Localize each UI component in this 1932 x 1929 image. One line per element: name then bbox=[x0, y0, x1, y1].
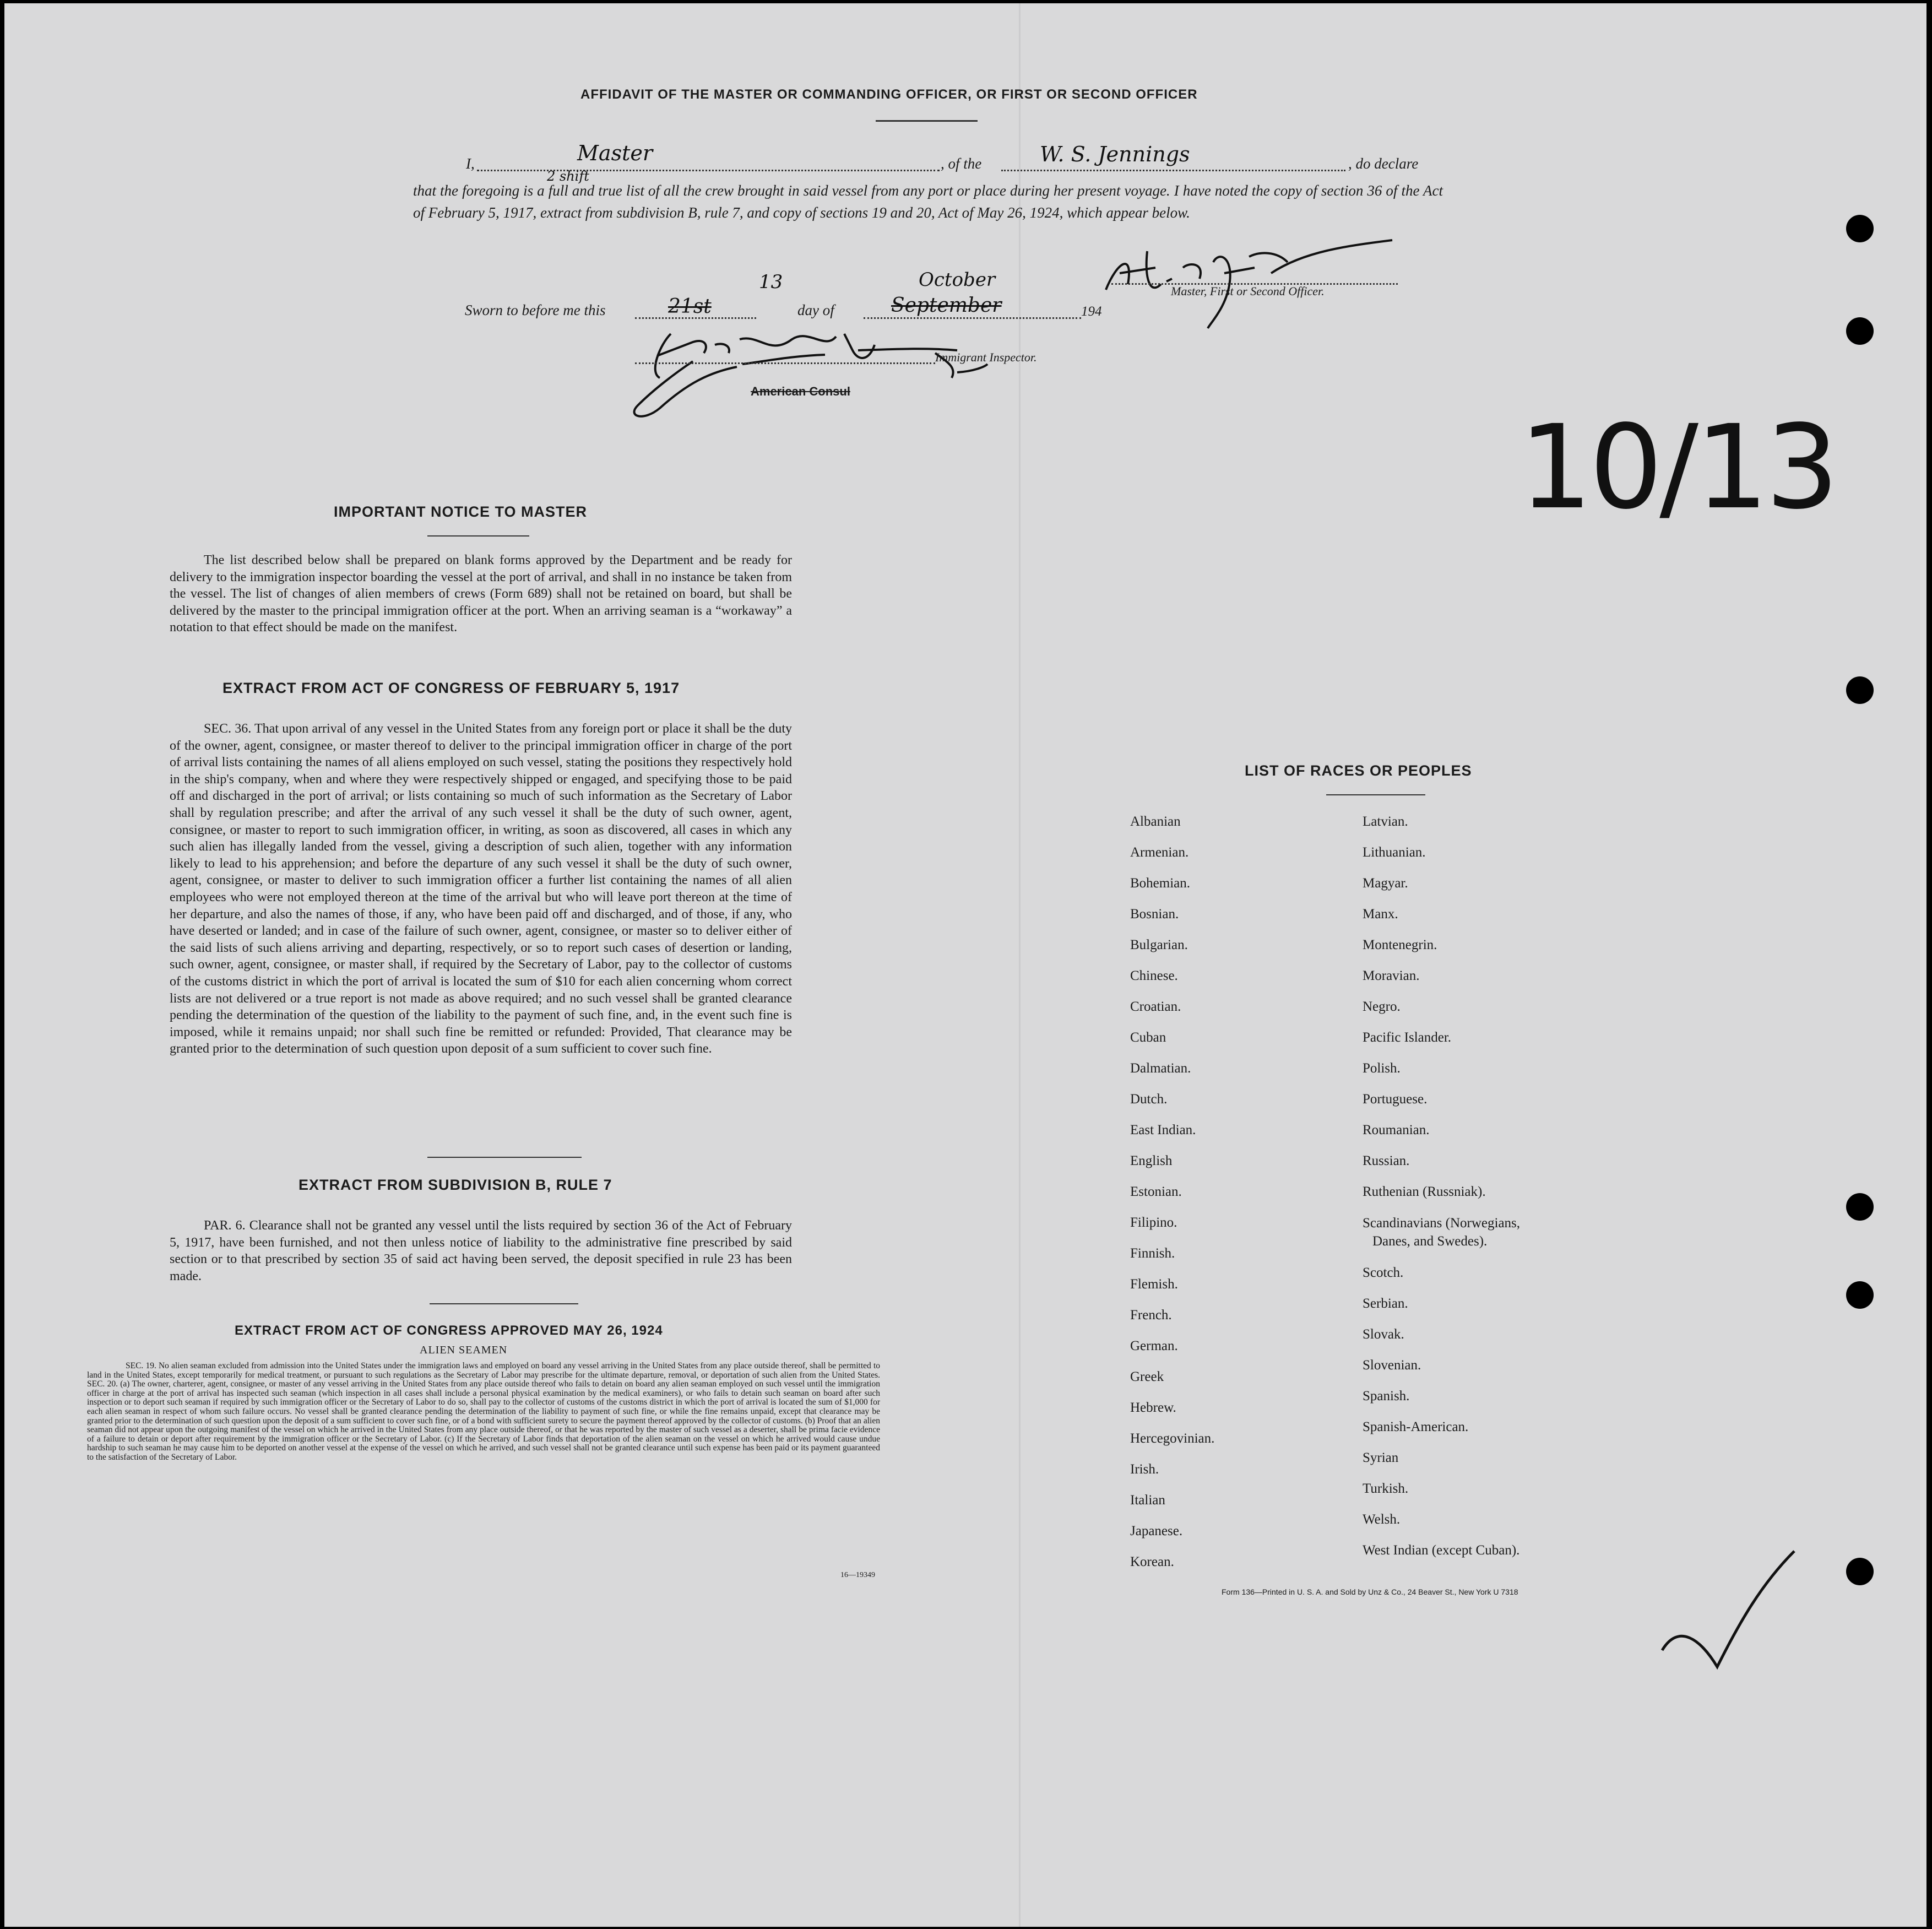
race-item: Cuban bbox=[1130, 1030, 1166, 1045]
race-item: Spanish. bbox=[1363, 1389, 1410, 1404]
inspector-blank bbox=[635, 362, 935, 364]
affidavit-line1-prefix: I, bbox=[466, 155, 475, 172]
race-item: Latvian. bbox=[1363, 814, 1408, 829]
affidavit-line1-mid: , of the bbox=[941, 155, 982, 172]
race-item: Manx. bbox=[1363, 907, 1398, 922]
margin-note-handwriting: 10/13 bbox=[1519, 400, 1836, 535]
shift-handwriting: 2 shift bbox=[547, 169, 589, 184]
extract-rule7-title: EXTRACT FROM SUBDIVISION B, RULE 7 bbox=[299, 1177, 612, 1193]
race-item: Dutch. bbox=[1130, 1092, 1168, 1107]
race-item: West Indian (except Cuban). bbox=[1363, 1543, 1520, 1558]
race-item: Italian bbox=[1130, 1493, 1165, 1508]
sworn-day-handwriting: 21st bbox=[668, 295, 712, 318]
race-item: French. bbox=[1130, 1308, 1172, 1323]
race-item: Greek bbox=[1130, 1369, 1164, 1384]
sworn-day-label: day of bbox=[797, 302, 834, 318]
race-item: Magyar. bbox=[1363, 876, 1408, 891]
page-fold bbox=[1019, 3, 1021, 1927]
race-item: Montenegrin. bbox=[1363, 938, 1437, 952]
master-name-blank bbox=[477, 170, 940, 171]
punch-hole bbox=[1846, 215, 1874, 242]
race-item: Slovenian. bbox=[1363, 1358, 1421, 1373]
sworn-prefix: Sworn to before me this bbox=[465, 302, 606, 318]
race-item: Bulgarian. bbox=[1130, 938, 1188, 952]
sworn-month-handwriting: September bbox=[891, 294, 1002, 317]
race-item: Armenian. bbox=[1130, 845, 1189, 860]
races-title: LIST OF RACES OR PEOPLES bbox=[1245, 762, 1472, 779]
race-item: Filipino. bbox=[1130, 1215, 1177, 1230]
consul-caption: American Consul bbox=[751, 384, 850, 398]
race-item: German. bbox=[1130, 1339, 1178, 1353]
affidavit-title: AFFIDAVIT OF THE MASTER OR COMMANDING OFFICER, OR FIRST OR SECOND OFFICER bbox=[580, 87, 1198, 102]
race-item: Estonian. bbox=[1130, 1184, 1182, 1199]
race-item: Slovak. bbox=[1363, 1327, 1404, 1342]
race-item: Japanese. bbox=[1130, 1524, 1183, 1538]
race-item: Serbian. bbox=[1363, 1296, 1408, 1311]
sworn-day-correction-handwriting: 13 bbox=[759, 271, 783, 293]
race-item: Lithuanian. bbox=[1363, 845, 1426, 860]
race-item: Russian. bbox=[1363, 1153, 1410, 1168]
extract-1917-text: SEC. 36. That upon arrival of any vessel in the United States from any foreign port or place it shall be the duty of the owner, agent, consignee, or master thereof to deliver to the principal immigration officer in charge of the port of arrival lists containing the names of all aliens employed on such vessel, stating the positions they respectively hold in the ship's company, when and where they were respectively shipped or engaged, and specifying those to be paid off and discharged in the port of arrival; or lists containing so much of such information as the Secretary of Labor shall by regulation prescribe; and after the arrival of any such vessel it shall be the duty of such owner, agent, consignee, or master to report to such immigration officer, in writing, as soon as discovered, all cases in which any such alien has illegally landed from the vessel, giving a description of such alien, together with any information likely to lead to his apprehension; and before the departure of any such vessel it shall be the duty of such owner, agent, consignee, or master to deliver to such immigration officer a further list containing the names of all alien employees who were not employed thereon at the time of the arrival but who will leave port thereon at the time of her departure, and also the names of those, if any, who have been paid off and discharged, and of those, if any, who have deserted or landed; and in case of the failure of such owner, agent, consignee, or master so to deliver either of the said lists of such aliens arriving and departing, respectively, or so to report such cases of desertion or landing, such owner, agent, consignee, or master shall, if required by the Secretary of Labor, pay to the collector of customs of the customs district in which the port of arrival is located the sum of $10 for each alien concerning whom correct lists are not delivered or a true report is not made as above required; and no such vessel shall be granted clearance pending the determination of the question of the liability to the payment of such fine, and, in the event such fine is imposed, while it remains unpaid; nor shall such fine be remitted or refunded: Provided, That clearance may be granted prior to the determination of such question upon deposit of a sum sufficient to cover such fine. bbox=[170, 722, 792, 1056]
race-item: Bohemian. bbox=[1130, 876, 1191, 891]
race-item: Finnish. bbox=[1130, 1246, 1175, 1261]
race-item: Dalmatian. bbox=[1130, 1061, 1191, 1076]
race-item: Pacific Islander. bbox=[1363, 1030, 1452, 1045]
notice-rule bbox=[427, 535, 529, 537]
race-item: Hebrew. bbox=[1130, 1400, 1176, 1415]
extract-1924-subtitle: ALIEN SEAMEN bbox=[420, 1344, 508, 1356]
race-item: Danes, and Swedes). bbox=[1372, 1234, 1488, 1249]
race-item: Bosnian. bbox=[1130, 907, 1179, 922]
master-name-handwriting: Master bbox=[577, 141, 653, 165]
punch-hole bbox=[1846, 676, 1874, 704]
document-page bbox=[4, 3, 1926, 1927]
race-item: Turkish. bbox=[1363, 1481, 1409, 1496]
races-rule bbox=[1326, 794, 1425, 795]
affidavit-title-rule bbox=[876, 120, 978, 122]
race-item: Scandinavians (Norwegians, bbox=[1363, 1216, 1521, 1231]
races-column-2 bbox=[1363, 806, 1520, 1566]
extract-1917-rule bbox=[427, 1157, 582, 1158]
extract-1924-text: SEC. 19. No alien seaman excluded from admission into the United States under the immigration laws and employed on board any vessel arriving in the United States from any place outside thereof, shall be permitted to land in the United States, except temporarily for medical treatment, or pursuant to such regulations as the Secretary of Labor may prescribe for the ultimate departure, removal, or deportation of such alien from the United States. SEC. 20. (a) The owner, charterer, agent, consignee, or master of any vessel arriving in the United States from any place outside thereof who fails to detain on board any alien seaman employed on such vessel until the immigration officer in charge at the port of arrival has inspected such seaman (which inspection in all cases shall include a personal physical examination by the medical examiners), or who fails to detain such seaman on board after such inspection or to deport such seaman if required by such immigration officer or the Secretary of Labor to do so, shall pay to the collector of customs of the customs district in which the port of arrival is located the sum of $1,000 for each alien seaman in respect of whom such failure occurs. No vessel shall be granted clearance pending the determination of the liability to payment of such fine, or while the fine remains unpaid, except that clearance may be granted prior to the determination of such question upon the deposit of a sum sufficient to cover such fine, or of a bond with sufficient surety to secure the payment thereof approved by the collector of customs. (b) Proof that an alien seaman did not appear upon the outgoing manifest of the vessel on which he arrived in the United States from any place outside thereof, or that he was reported by the master of such vessel as a deserter, shall be prima facie evidence of a failure to detain or deport after requirement by the immigration officer or the Secretary of Labor. (c) If the Secretary of Labor finds that deportation of the alien seaman on the vessel on which he arrived would cause undue hardship to such seaman he may cause him to be deported on another vessel at the expense of the vessel on which he arrived, and such vessel shall not be granted clearance until such expense has been paid or its payment guaranteed to the satisfaction of the Secretary of Labor. bbox=[87, 1361, 880, 1462]
race-item: Hercegovinian. bbox=[1130, 1431, 1215, 1446]
race-item: Korean. bbox=[1130, 1554, 1174, 1569]
race-item: Moravian. bbox=[1363, 968, 1420, 983]
vessel-name-blank bbox=[1001, 170, 1345, 171]
vessel-name-handwriting: W. S. Jennings bbox=[1040, 142, 1190, 166]
extract-1924-title: EXTRACT FROM ACT OF CONGRESS APPROVED MAY 26, 1924 bbox=[235, 1323, 663, 1338]
extract-1924-code: 16—19349 bbox=[840, 1571, 875, 1579]
race-item: Ruthenian (Russniak). bbox=[1363, 1184, 1486, 1199]
race-item: English bbox=[1130, 1153, 1173, 1168]
affidavit-text: that the foregoing is a full and true list of all the crew brought in said vessel from any port or place during her present voyage. I have noted the copy of section 36 of the Act of February 5, 1917, extract from subdivision B, rule 7, and copy of sections 19 and 20, Act of May 26, 1924, which appear below. bbox=[413, 182, 1443, 221]
punch-hole bbox=[1846, 1193, 1874, 1221]
extract-rule7-text: PAR. 6. Clearance shall not be granted any vessel until the lists required by section 36 of the Act of February 5, 1917, have been furnished, and not then unless notice of liability to the administrative fine prescribed by said section or to that prescribed by section 35 of said act having been served, the deposit specified in rule 23 has been made. bbox=[170, 1218, 792, 1283]
race-item: Portuguese. bbox=[1363, 1092, 1428, 1107]
race-item: Albanian bbox=[1130, 814, 1181, 829]
race-item: Scotch. bbox=[1363, 1265, 1404, 1280]
check-mark bbox=[1657, 1540, 1800, 1683]
race-item: Welsh. bbox=[1363, 1512, 1401, 1527]
punch-hole bbox=[1846, 1558, 1874, 1585]
sworn-year: 194 bbox=[1081, 304, 1102, 319]
race-item: Polish. bbox=[1363, 1061, 1401, 1076]
race-item: Spanish-American. bbox=[1363, 1419, 1469, 1434]
notice-text: The list described below shall be prepared on blank forms approved by the Department and be ready for delivery to the immigration inspector boarding the vessel at the port of arrival, and shall in no instance be taken from the vessel. The list of changes of alien members of crews (Form 689) shall not be retained on board, but shall be delivered by the master to the principal immigration officer at the port. When an arriving seaman is a “workaway” a notation to that effect should be made on the manifest. bbox=[170, 553, 792, 635]
inspector-caption: Immigrant Inspector. bbox=[935, 350, 1037, 364]
race-item: Flemish. bbox=[1130, 1277, 1178, 1292]
sworn-month-correction-handwriting: October bbox=[919, 269, 996, 291]
inspector-signature bbox=[627, 312, 990, 422]
signature-caption: Master, First or Second Officer. bbox=[1171, 284, 1325, 298]
affidavit-line1-suffix: , do declare bbox=[1348, 155, 1419, 172]
form-footer: Form 136—Printed in U. S. A. and Sold by Unz & Co., 24 Beaver St., New York U 7318 bbox=[1222, 1587, 1518, 1596]
punch-hole bbox=[1846, 317, 1874, 345]
race-item: Syrian bbox=[1363, 1450, 1399, 1465]
race-item: Roumanian. bbox=[1363, 1123, 1430, 1137]
race-item: Negro. bbox=[1363, 999, 1401, 1014]
race-item: Croatian. bbox=[1130, 999, 1181, 1014]
extract-1917-title: EXTRACT FROM ACT OF CONGRESS OF FEBRUARY 5, 1917 bbox=[222, 680, 680, 696]
race-item: East Indian. bbox=[1130, 1123, 1196, 1137]
race-item: Irish. bbox=[1130, 1462, 1159, 1477]
punch-hole bbox=[1846, 1281, 1874, 1309]
races-column-1 bbox=[1130, 806, 1214, 1578]
notice-title: IMPORTANT NOTICE TO MASTER bbox=[334, 503, 587, 520]
extract-rule7-rule bbox=[430, 1303, 578, 1304]
race-item: Chinese. bbox=[1130, 968, 1178, 983]
